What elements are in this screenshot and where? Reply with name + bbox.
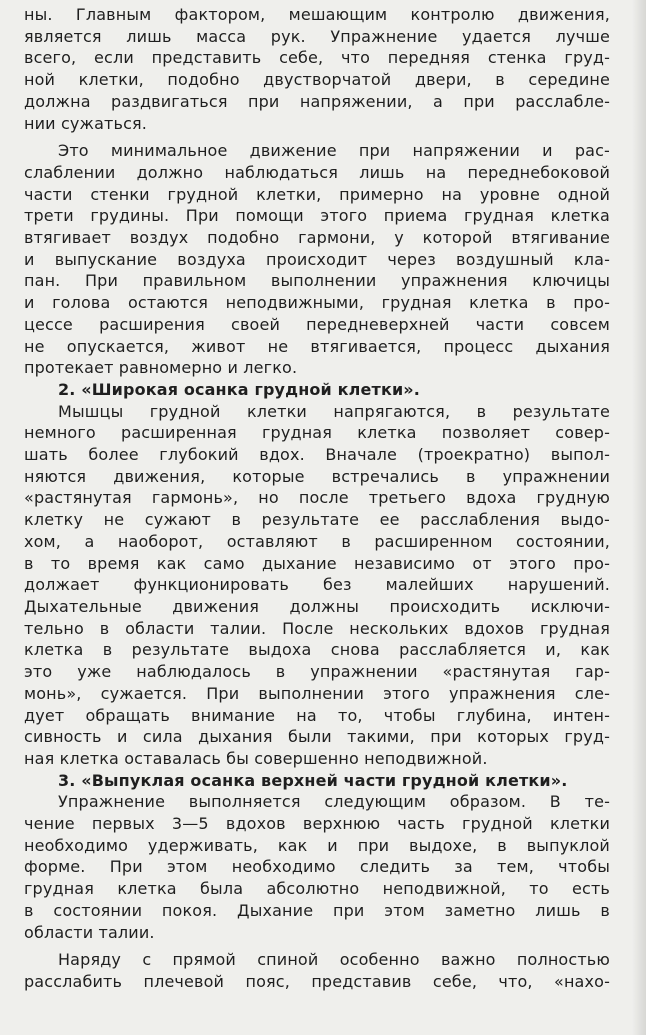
text-line: немного расширенная грудная клетка позволяет совер-: [24, 423, 610, 443]
text-line: в то время как само дыхание независимо от этого про-: [24, 553, 610, 573]
text-line: части стенки грудной клетки, примерно на уровне одной: [24, 184, 610, 204]
text-line: должна раздвигаться при напряжении, а при расслабле-: [24, 91, 610, 111]
text-line: Наряду с прямой спиной особенно важно полностью: [58, 950, 610, 970]
text-line: нии сужаться.: [24, 113, 148, 133]
text-line: Дыхательные движения должны происходить исключи-: [24, 596, 610, 616]
paragraph: [24, 140, 610, 379]
text-line: не опускается, живот не втягивается, процесс дыхания: [24, 336, 610, 356]
section-heading: [24, 379, 610, 401]
text-line: тельно в области талии. После нескольких вдохов грудная: [24, 618, 610, 638]
text-line: няются движения, которые встречались в упражнении: [24, 466, 610, 486]
text-line: трети грудины. При помощи этого приема грудная клетка: [24, 206, 610, 226]
page-text: [24, 4, 610, 993]
text-line: грудная клетка была абсолютно неподвижной, то есть: [24, 879, 610, 899]
text-line: клетка в результате выдоха снова расслабляется и, как: [24, 640, 610, 660]
text-line: сивность и сила дыхания были такими, при которых груд-: [24, 727, 610, 747]
paragraph: [24, 949, 610, 992]
text-line: цессе расширения своей передневерхней части совсем: [24, 314, 610, 334]
text-line: расслабить плечевой пояс, представив себе, что, «нахо-: [24, 971, 610, 991]
section-heading: [24, 770, 610, 792]
text-line: Упражнение выполняется следующим образом. В те-: [58, 792, 610, 812]
text-line: 2. «Широкая осанка грудной клетки».: [58, 379, 421, 399]
text-line: монь», сужается. При выполнении этого упражнения сле-: [24, 683, 610, 703]
text-line: и голова остаются неподвижными, грудная клетка в про-: [24, 293, 610, 313]
text-line: это уже наблюдалось в упражнении «растянутая гар-: [24, 662, 610, 682]
text-line: является лишь масса рук. Упражнение удается лучше: [24, 26, 610, 46]
text-line: ны. Главным фактором, мешающим контролю движения,: [24, 5, 610, 24]
text-line: форме. При этом необходимо следить за тем, чтобы: [24, 857, 610, 877]
text-line: ной клетки, подобно двустворчатой двери, в середине: [24, 70, 610, 90]
text-line: пан. При правильном выполнении упражнения ключицы: [24, 271, 610, 291]
text-line: ная клетка оставалась бы совершенно неподвижной.: [24, 748, 488, 768]
text-line: и выпускание воздуха происходит через воздушный кла-: [24, 249, 610, 269]
text-line: области талии.: [24, 922, 155, 942]
text-line: необходимо удерживать, как и при выдохе, в выпуклой: [24, 835, 610, 855]
text-line: «растянутая гармонь», но после третьего вдоха грудную: [24, 488, 610, 508]
text-line: в состоянии покоя. Дыхание при этом заметно лишь в: [24, 900, 610, 920]
text-line: клетку не сужают в результате ее расслабления выдо-: [24, 510, 610, 530]
text-line: втягивает воздух подобно гармони, у которой втягивание: [24, 228, 610, 248]
text-line: 3. «Выпуклая осанка верхней части грудной клетки».: [58, 770, 568, 790]
text-line: протекает равномерно и легко.: [24, 358, 298, 378]
text-line: чение первых 3—5 вдохов верхнюю часть грудной клетки: [24, 814, 610, 834]
text-line: слаблении должно наблюдаться лишь на переднебоковой: [24, 162, 610, 182]
text-line: дует обращать внимание на то, чтобы глубина, интен-: [24, 705, 610, 725]
text-line: Это минимальное движение при напряжении и рас-: [58, 141, 610, 161]
text-line: хом, а наоборот, оставляют в расширенном состоянии,: [24, 531, 610, 551]
paragraph: [24, 791, 610, 943]
text-line: должает функционировать без малейших нарушений.: [24, 575, 610, 595]
paragraph: [24, 4, 610, 134]
text-line: шать более глубокий вдох. Вначале (троекратно) выпол-: [24, 445, 610, 465]
paragraph: [24, 401, 610, 770]
text-line: Мышцы грудной клетки напрягаются, в результате: [58, 401, 610, 421]
text-line: всего, если представить себе, что передняя стенка груд-: [24, 48, 610, 68]
